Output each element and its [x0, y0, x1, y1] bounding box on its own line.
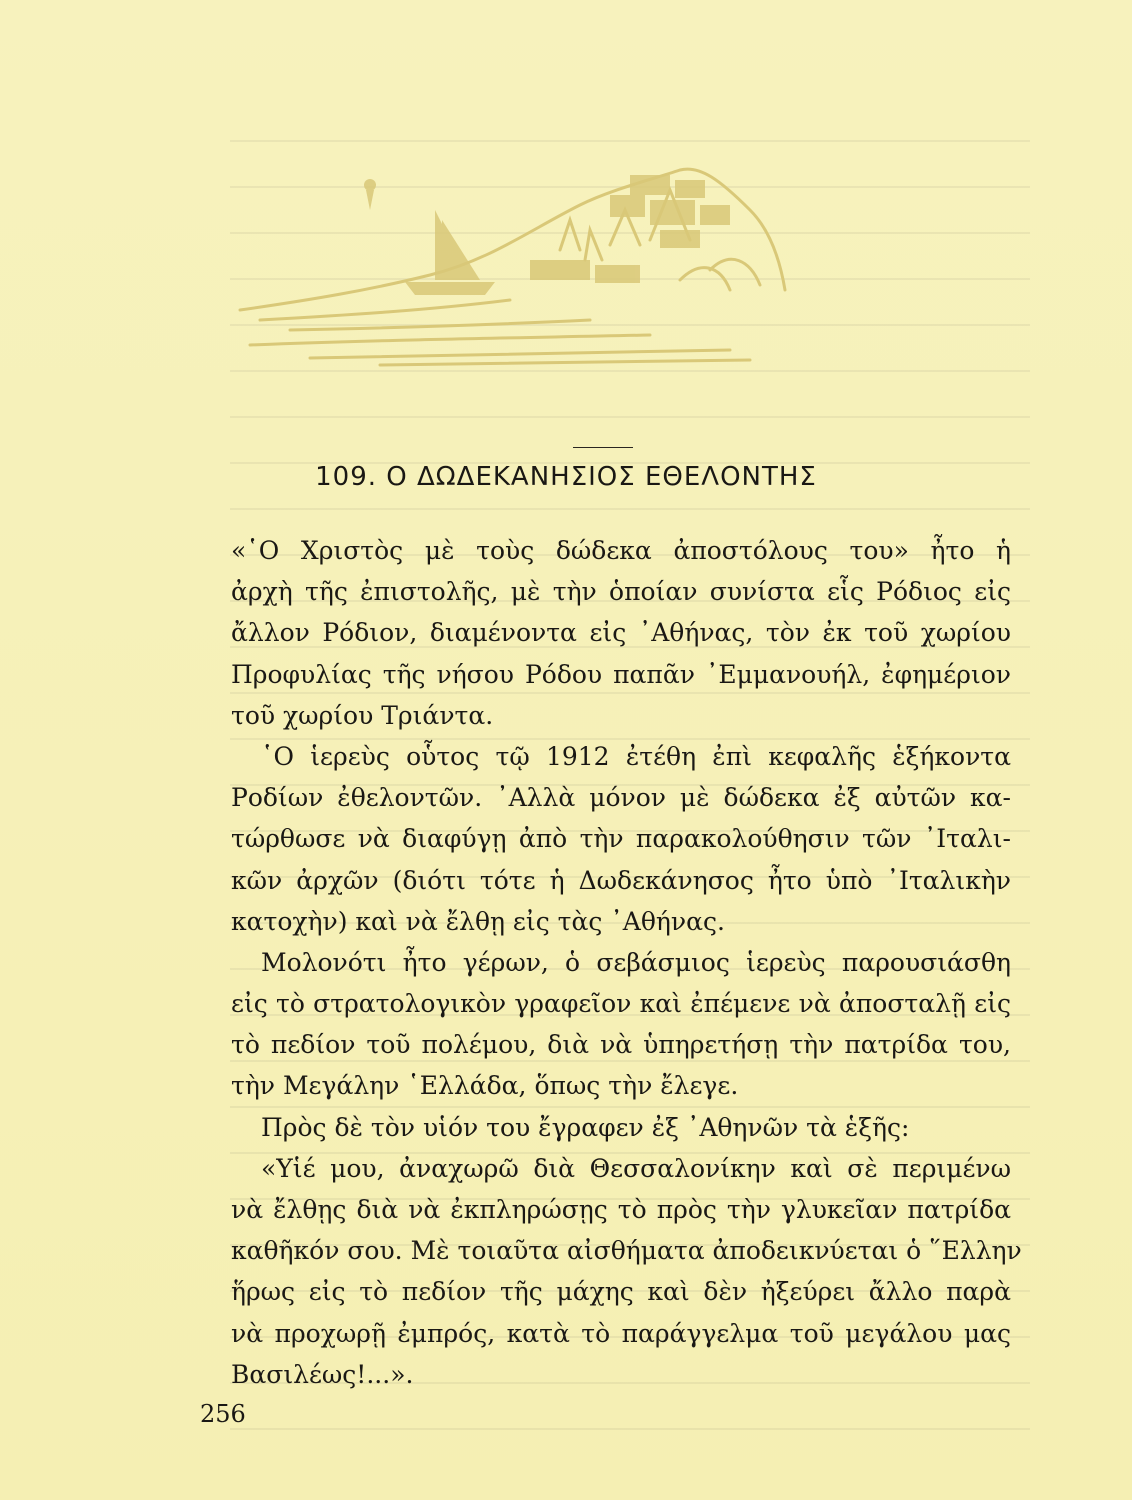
text-line: ἥρως εἰς τὸ πεδίον τῆς μάχης καὶ δὲν ἠξεύρει ἄλλο παρὰ	[231, 1277, 1011, 1307]
text-line: Πρὸς δὲ τὸν υἱόν του ἔγραφεν ἐξ ᾿Αθηνῶν τὰ ἑξῆς:	[261, 1112, 910, 1142]
body-text	[231, 530, 1022, 1395]
text-line: ῾Ο ἱερεὺς οὗτος τῷ 1912 ἐτέθη ἐπὶ κεφαλῆς ἑξήκοντα	[261, 741, 1011, 771]
text-line: «Υἱέ μου, ἀναχωρῶ διὰ Θεσσαλονίκην καὶ σὲ περιμένω	[261, 1153, 1011, 1183]
chapter-heading: 109. Ο ΔΩΔΕΚΑΝΗΣΙΟΣ ΕΘΕΛΟΝΤΗΣ	[315, 462, 817, 492]
text-line: νὰ ἔλθῃς διὰ νὰ ἐκπληρώσῃς τὸ πρὸς τὴν γλυκεῖαν πατρίδα	[231, 1195, 1011, 1224]
text-line: «῾Ο Χριστὸς μὲ τοὺς δώδεκα ἀποστόλους του» ἦτο ἡ	[231, 536, 1011, 565]
text-line: Ροδίων ἐθελοντῶν. ᾿Αλλὰ μόνον μὲ δώδεκα ἐξ αὐτῶν κα-	[231, 783, 1011, 813]
heading-rule	[573, 447, 633, 448]
text-line: καθῆκόν σου. Μὲ τοιαῦτα αἰσθήματα ἀποδεικνύεται ὁ ῞Ελλην	[231, 1236, 1022, 1266]
island-harbor-illustration	[230, 150, 790, 370]
page-number: 256	[200, 1400, 246, 1428]
text-line: Μολονότι ἦτο γέρων, ὁ σεβάσμιος ἱερεὺς παρουσιάσθη	[261, 947, 1011, 977]
text-line: τὸ πεδίον τοῦ πολέμου, διὰ νὰ ὑπηρετήσῃ τὴν πατρίδα του,	[231, 1030, 1011, 1060]
text-line: τὴν Μεγάλην ῾Ελλάδα, ὅπως τὴν ἔλεγε.	[231, 1071, 739, 1101]
text-line: Βασιλέως!...».	[231, 1359, 414, 1389]
text-line: Προφυλίας τῆς νήσου Ρόδου παπᾶν ᾿Εμμανουήλ, ἐφημέριον	[231, 659, 1011, 689]
text-line: τοῦ χωρίου Τριάντα.	[231, 700, 494, 730]
text-line: κῶν ἀρχῶν (διότι τότε ἡ Δωδεκάνησος ἦτο ὑπὸ ᾿Ιταλικὴν	[231, 865, 1011, 895]
text-line: ἄλλον Ρόδιον, διαμένοντα εἰς ᾿Αθήνας, τὸν ἐκ τοῦ χωρίου	[231, 618, 1011, 648]
text-line: ἀρχὴ τῆς ἐπιστολῆς, μὲ τὴν ὁποίαν συνίστα εἷς Ρόδιος εἰς	[231, 577, 1011, 607]
text-line: νὰ προχωρῇ ἐμπρός, κατὰ τὸ παράγγελμα τοῦ μεγάλου μας	[231, 1318, 1011, 1348]
text-line: εἰς τὸ στρατολογικὸν γραφεῖον καὶ ἐπέμενε νὰ ἀποσταλῇ εἰς	[231, 989, 1011, 1019]
text-line: τώρθωσε νὰ διαφύγῃ ἀπὸ τὴν παρακολούθησιν τῶν ᾿Ιταλι-	[231, 824, 1011, 854]
text-line: κατοχὴν) καὶ νὰ ἔλθῃ εἰς τὰς ᾿Αθήνας.	[231, 906, 725, 936]
